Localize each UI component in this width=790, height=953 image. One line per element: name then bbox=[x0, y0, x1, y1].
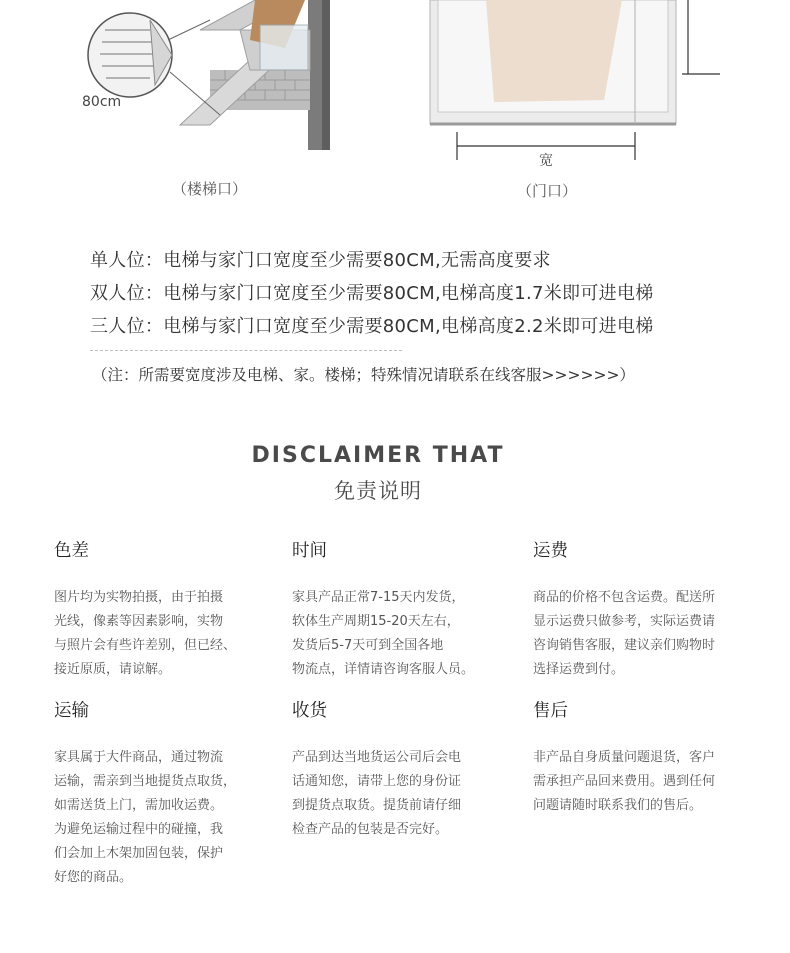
requirement-triple-seat: 三人位：电梯与家门口宽度至少需要80CM,电梯高度2.2米即可进电梯 bbox=[90, 316, 654, 337]
card-body: 非产品自身质量问题退货，客户 需承担产品回来费用。遇到任何 问题请随时联系我们的售后。 bbox=[533, 750, 716, 813]
card-body: 家具属于大件商品，通过物流 运输，需亲到当地提货点取货， 如需送货上门，需加收运费。 为避免运输过程中的碰撞，我 们会加上木架加固包装，保护 好您的商品。 bbox=[54, 750, 237, 885]
stair-caption: （楼梯口） bbox=[172, 180, 248, 198]
card-receiving bbox=[292, 697, 502, 842]
card-color-difference bbox=[54, 537, 264, 682]
card-shipping-fee bbox=[533, 537, 753, 682]
card-transport bbox=[54, 697, 264, 890]
card-title: 时间 bbox=[292, 541, 327, 561]
card-title: 收货 bbox=[292, 701, 327, 721]
doorway-illustration bbox=[420, 0, 730, 170]
requirement-double-seat: 双人位：电梯与家门口宽度至少需要80CM,电梯高度1.7米即可进电梯 bbox=[90, 283, 654, 304]
card-body: 图片均为实物拍摄，由于拍摄 光线，像素等因素影响，实物 与照片会有些许差别，但已经、 接近原质，请谅解。 bbox=[54, 590, 237, 677]
card-body: 家具产品正常7-15天内发货， 软体生产周期15-20天左右， 发货后5-7天可到全国各地 物流点，详情请咨询客服人员。 bbox=[292, 590, 475, 677]
width-note: （注：所需要宽度涉及电梯、家。楼梯；特殊情况请联系在线客服>>>>>>） bbox=[92, 366, 635, 384]
card-title: 运输 bbox=[54, 701, 89, 721]
stair-width-label: 80cm bbox=[82, 94, 122, 110]
door-caption: （门口） bbox=[517, 182, 578, 200]
disclaimer-title-en: DISCLAIMER THAT bbox=[251, 443, 505, 468]
requirement-single-seat: 单人位：电梯与家门口宽度至少需要80CM,无需高度要求 bbox=[90, 250, 551, 271]
card-title: 售后 bbox=[533, 701, 568, 721]
card-body: 商品的价格不包含运费。配送所 显示运费只做参考，实际运费请 咨询销售客服，建议亲们购物时 选择运费到付。 bbox=[533, 590, 716, 677]
door-width-label: 宽 bbox=[539, 153, 553, 169]
card-title: 运费 bbox=[533, 541, 568, 561]
staircase-illustration bbox=[80, 0, 340, 160]
disclaimer-title-zh: 免责说明 bbox=[334, 479, 422, 503]
card-after-sales bbox=[533, 697, 753, 818]
card-title: 色差 bbox=[54, 541, 89, 561]
card-body: 产品到达当地货运公司后会电 话通知您，请带上您的身份证 到提货点取货。提货前请仔细 检查产品的包装是否完好。 bbox=[292, 750, 462, 837]
card-time bbox=[292, 537, 502, 682]
dashed-divider bbox=[90, 350, 402, 351]
